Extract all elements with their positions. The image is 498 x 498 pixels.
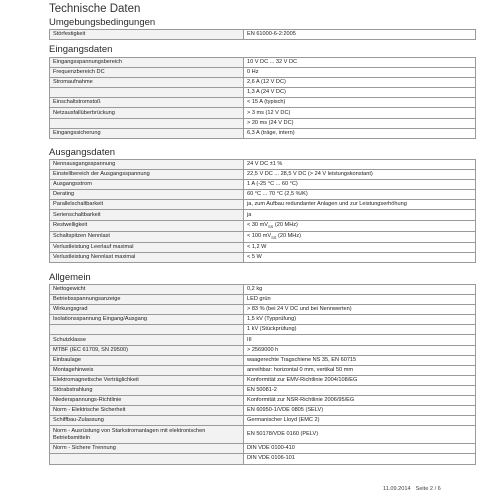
row-value: waagerechte Tragschiene NS 35, EN 60715 — [244, 355, 476, 365]
row-label: Nettogewicht — [50, 285, 244, 295]
row-value: ja — [244, 210, 476, 220]
row-label: Netzausfallüberbrückung — [50, 108, 244, 118]
row-label: Eingangssicherung — [50, 128, 244, 138]
table-row — [50, 335, 476, 345]
row-label: Eingangsspannungsbereich — [50, 58, 244, 68]
row-label: Frequenzbereich DC — [50, 68, 244, 78]
table-row — [50, 396, 476, 406]
value-main: < 100 mV — [247, 232, 272, 239]
table-row — [50, 231, 476, 242]
row-label: Montagehinweis — [50, 365, 244, 375]
table-row — [50, 406, 476, 416]
row-value: > 2569000 h — [244, 345, 476, 355]
row-label — [50, 88, 244, 98]
row-value: > 20 ms (24 V DC) — [244, 118, 476, 128]
row-value: III — [244, 335, 476, 345]
table-eingangsdaten — [49, 57, 476, 139]
row-label: Norm - Ausrüstung von Starkstromanlagen mit elektronischen Betriebsmitteln — [50, 426, 244, 444]
table-row — [50, 78, 476, 88]
row-label: Niederspannungs-Richtlinie — [50, 396, 244, 406]
row-value: DIN VDE 0106-101 — [244, 454, 476, 464]
row-value: > 83 % (bei 24 V DC und bei Nennwerten) — [244, 305, 476, 315]
table-row — [50, 170, 476, 180]
row-value — [244, 220, 476, 231]
row-value: EN 61000-6-2:2005 — [244, 30, 476, 40]
table-row — [50, 118, 476, 128]
row-label: Derating — [50, 190, 244, 200]
row-label: Norm - Sichere Trennung — [50, 444, 244, 454]
table-row — [50, 98, 476, 108]
value-tail: (20 MHz) — [276, 232, 302, 239]
row-value: 0,2 kg — [244, 285, 476, 295]
table-allgemein — [49, 284, 476, 465]
row-label — [50, 325, 244, 335]
row-value: 24 V DC ±1 % — [244, 160, 476, 170]
row-label: Schutzklasse — [50, 335, 244, 345]
table-row — [50, 210, 476, 220]
table-row — [50, 365, 476, 375]
row-value: 1,5 kV (Typprüfung) — [244, 315, 476, 325]
row-value: 2,6 A (12 V DC) — [244, 78, 476, 88]
row-label — [50, 118, 244, 128]
row-label: Störfestigkeit — [50, 30, 244, 40]
row-value: < 5 W — [244, 252, 476, 262]
table-row — [50, 345, 476, 355]
row-value: EN 50178/VDE 0160 (PELV) — [244, 426, 476, 444]
row-value: 1 A (-25 °C ... 60 °C) — [244, 180, 476, 190]
table-row — [50, 444, 476, 454]
table-row — [50, 220, 476, 231]
value-main: < 30 mV — [247, 221, 268, 228]
table-row — [50, 355, 476, 365]
table-row — [50, 426, 476, 444]
row-label: Isolationsspannung Eingang/Ausgang — [50, 315, 244, 325]
table-row — [50, 88, 476, 98]
section-title-eingangsdaten: Eingangsdaten — [49, 44, 113, 55]
row-value: anreihbar: horizontal 0 mm, vertikal 50 mm — [244, 365, 476, 375]
table-row — [50, 454, 476, 464]
row-label — [50, 454, 244, 464]
row-label: Schiffbau-Zulassung — [50, 416, 244, 426]
row-label: MTBF (IEC 61709, SN 29500) — [50, 345, 244, 355]
row-value: 6,3 A (träge, intern) — [244, 128, 476, 138]
table-ausgangsdaten — [49, 159, 476, 263]
value-tail: (20 MHz) — [273, 221, 298, 228]
table-row — [50, 285, 476, 295]
row-label: Wirkungsgrad — [50, 305, 244, 315]
table-row — [50, 160, 476, 170]
table-row — [50, 375, 476, 385]
row-label: Nennausgangsspannung — [50, 160, 244, 170]
row-value: < 15 A (typisch) — [244, 98, 476, 108]
row-label: Einschaltstromstoß — [50, 98, 244, 108]
row-value: Germanischer Lloyd (EMC 2) — [244, 416, 476, 426]
row-label: Restwelligkeit — [50, 220, 244, 231]
row-label: Norm - Elektrische Sicherheit — [50, 406, 244, 416]
row-value: LED grün — [244, 295, 476, 305]
table-umgebungsbedingungen — [49, 29, 476, 40]
section-title-allgemein: Allgemein — [49, 272, 91, 283]
table-row — [50, 180, 476, 190]
table-row — [50, 416, 476, 426]
row-value: 60 °C ... 70 °C (2,5 %/K) — [244, 190, 476, 200]
row-value: 0 Hz — [244, 68, 476, 78]
row-label: Störabstrahlung — [50, 385, 244, 395]
row-value: > 3 ms (12 V DC) — [244, 108, 476, 118]
row-label: Serienschaltbarkeit — [50, 210, 244, 220]
table-row — [50, 295, 476, 305]
row-label: Elektromagnetische Verträglichkeit — [50, 375, 244, 385]
table-row — [50, 315, 476, 325]
table-row — [50, 58, 476, 68]
page-title: Technische Daten — [49, 3, 141, 15]
table-row — [50, 190, 476, 200]
table-row — [50, 68, 476, 78]
table-row — [50, 325, 476, 335]
row-label: Einstellbereich der Ausgangsspannung — [50, 170, 244, 180]
table-row — [50, 305, 476, 315]
row-value: EN 60950-1/VDE 0805 (SELV) — [244, 406, 476, 416]
value-subscript: SS — [268, 223, 274, 229]
row-value: 22,5 V DC ... 28,5 V DC (> 24 V leistungskonstant) — [244, 170, 476, 180]
table-row — [50, 242, 476, 252]
row-value: 1 kV (Stückprüfung) — [244, 325, 476, 335]
table-row — [50, 128, 476, 138]
footer-date: 11.09.2014 — [383, 486, 411, 492]
row-value — [244, 231, 476, 242]
row-label: Schaltspitzen Nennlast — [50, 231, 244, 242]
row-label: Ausgangsstrom — [50, 180, 244, 190]
row-label: Verlustleistung Nennlast maximal — [50, 252, 244, 262]
row-label: Parallelschaltbarkeit — [50, 200, 244, 210]
row-label: Stromaufnahme — [50, 78, 244, 88]
row-value: Konformität zur NSR-Richtlinie 2006/95/EG — [244, 396, 476, 406]
table-row — [50, 30, 476, 40]
value-subscript: SS — [271, 234, 277, 240]
row-label: Einbaulage — [50, 355, 244, 365]
row-value: ja, zum Aufbau redundanter Anlagen und zur Leistungserhöhung — [244, 200, 476, 210]
table-row — [50, 385, 476, 395]
row-value: DIN VDE 0100-410 — [244, 444, 476, 454]
row-value: < 1,2 W — [244, 242, 476, 252]
table-row — [50, 200, 476, 210]
page-footer — [383, 486, 446, 492]
row-value: EN 50081-2 — [244, 385, 476, 395]
row-value: 10 V DC ... 32 V DC — [244, 58, 476, 68]
section-title-ausgangsdaten: Ausgangsdaten — [49, 147, 116, 158]
table-row — [50, 108, 476, 118]
section-title-umgebungsbedingungen: Umgebungsbedingungen — [49, 17, 156, 28]
row-value: Konformität zur EMV-Richtlinie 2004/108/EG — [244, 375, 476, 385]
row-value: 1,3 A (24 V DC) — [244, 88, 476, 98]
table-row — [50, 252, 476, 262]
footer-page-number: Seite 2 / 6 — [415, 486, 441, 492]
row-label: Verlustleistung Leerlauf maximal — [50, 242, 244, 252]
row-label: Betriebsspannungsanzeige — [50, 295, 244, 305]
